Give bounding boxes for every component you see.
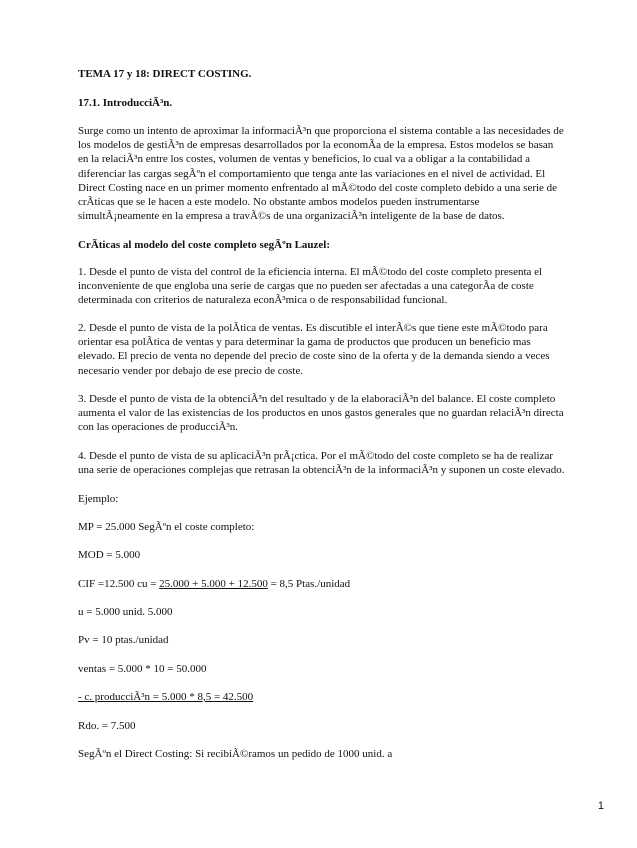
text-line: orientar esa polÃtica de ventas y para determinar la gama de productos que producen un beneficio mas [78,336,531,349]
text-line: determinada con criterios de naturaleza econÃ³mica o de responsabilidad funcional. [78,294,448,307]
text-line: crÃticas que se le hacen a este modelo. No obstante ambos modelos pueden instrumentarse [78,196,480,209]
example-mod: MOD = 5.000 [78,549,141,561]
text-line: Direct Costing nace en un primer momento enfrentado al mÃ©todo del coste completo debido a una serie de [78,181,558,194]
example-produccion: - c. producciÃ³n = 5.000 * 8,5 = 42.500 [78,691,254,703]
example-rdo: Rdo. = 7.500 [78,720,136,732]
critique-heading: CrÃticas al modelo del coste completo segÃºn Lauzel: [78,239,331,251]
cif-fraction: 25.000 + 5.000 + 12.500 [159,578,268,590]
text-line: necesario vender por debajo de ese precio de coste. [78,364,304,377]
text-line: aumenta el valor de las existencias de los productos en unos gastos generales que no guardan relaciÃ³n directa [78,407,564,420]
document-title: TEMA 17 y 18: DIRECT COSTING. [78,68,252,80]
example-ventas: ventas = 5.000 * 10 = 50.000 [78,663,207,675]
text-line: una serie de operaciones complejas que retrasan la obtenciÃ³n de la informaciÃ³n y suponen un coste elevado. [78,464,565,477]
text-line: 2. Desde el punto de vista de la polÃtica de ventas. Es discutible el interÃ©s que tiene este mÃ©todo para [78,322,548,334]
example-label: Ejemplo: [78,493,119,505]
example-cif [78,577,604,591]
critique-point-1 [78,265,604,308]
cif-prefix: CIF =12.500 cu = [78,578,160,590]
text-line: 3. Desde el punto de vista de la obtenciÃ³n del resultado y de la elaboraciÃ³n del balance. El coste completo [78,393,556,405]
critique-point-3 [78,392,604,435]
text-line: los modelos de gestiÃ³n de empresas desarrollados por la economÃa de la empresa. Estos modelos se basan [78,139,554,152]
page-number: 1 [597,800,604,812]
intro-paragraph [78,124,604,223]
text-line: elevado. El precio de venta no depende del precio de coste sino de la oferta y de la demanda siendo a veces [78,350,550,363]
text-line: en la relaciÃ³n entre los costes, volumen de ventas y beneficios, lo cual va a obligar a la contabilidad a [78,153,530,166]
text-line: 1. Desde el punto de vista del control de la eficiencia interna. El mÃ©todo del coste completo presenta el [78,266,543,278]
text-line: inconveniente de que engloba una serie de cargas que no pueden ser afectadas a una categorÃa de coste [78,280,534,293]
example-pv: Pv = 10 ptas./unidad [78,634,169,646]
text-line: Surge como un intento de aproximar la informaciÃ³n que proporciona el sistema contable a las necesidades de [78,125,564,137]
text-line: simultÃ¡neamente en la empresa a travÃ©s de una organizaciÃ³n inteligente de la base de datos. [78,210,505,223]
text-line: con las operaciones de producciÃ³n. [78,421,238,434]
critique-point-4 [78,449,604,477]
text-line: diferenciar las cargas segÃºn el comportamiento que tenga ante las variaciones en el nivel de actividad. El [78,167,546,180]
example-direct-costing: SegÃºn el Direct Costing: Si recibiÃ©ramos un pedido de 1000 unid. a [78,748,393,760]
example-mp: MP = 25.000 SegÃºn el coste completo: [78,521,255,533]
critique-point-2 [78,321,604,378]
cif-suffix: = 8,5 Ptas./unidad [267,578,351,590]
example-units: u = 5.000 unid. 5.000 [78,606,173,618]
text-line: 4. Desde el punto de vista de su aplicaciÃ³n prÃ¡ctica. Por el mÃ©todo del coste completo se ha de realizar [78,450,554,462]
section-heading: 17.1. IntroducciÃ³n. [78,97,173,109]
